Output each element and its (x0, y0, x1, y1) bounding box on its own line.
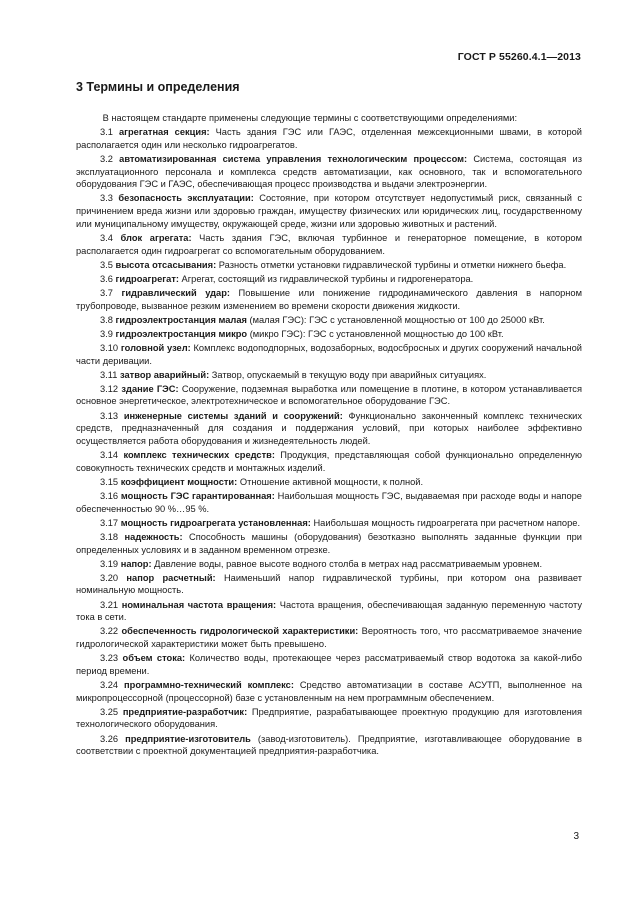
definition-item (76, 383, 582, 408)
definition-number: 3.21 (100, 599, 119, 610)
definition-term: надежность: (124, 531, 183, 542)
definition-text: Количество воды, протекающее через рассматриваемый створ водотока за какой-либо период времени. (76, 653, 582, 676)
definition-text: (микро ГЭС): ГЭС с установленной мощностью до 100 кВт. (247, 328, 504, 339)
definition-number: 3.7 (100, 287, 113, 298)
definition-text: Повышение или понижение гидродинамического давления в напорном трубопроводе, вызванное резким изменением во времени скорости движения жидкости. (76, 287, 582, 311)
definition-number: 3.19 (100, 558, 119, 569)
definition-text: (завод-изготовитель). Предприятие, изготавливающее оборудование в соответствии с проектной документацией предприятия-разработчика. (76, 733, 583, 757)
definition-text: Предприятие, разрабатывающее проектную продукцию для изготовления технологического оборудования. (76, 706, 582, 730)
definition-number: 3.8 (100, 314, 113, 325)
definition-text: Способность машины (оборудования) безотказно выполнять заданные функции при определенных условиях и в заданном временном отрезке. (76, 531, 582, 555)
definition-item (76, 369, 582, 382)
definition-term: объем стока: (122, 653, 186, 664)
definition-number: 3.16 (100, 490, 119, 501)
definition-text: Давление воды, равное высоте водного столба в метрах над рассматриваемым уровнем. (151, 558, 543, 569)
definition-item (76, 192, 582, 230)
definition-number: 3.17 (100, 517, 119, 528)
document-code: ГОСТ Р 55260.4.1—2013 (457, 51, 581, 63)
definition-item (76, 490, 582, 515)
definition-term: обеспеченность гидрологической характеристики: (121, 626, 359, 637)
definition-text: Частота вращения, обеспечивающая заданную переменную частоту тока в сети. (76, 599, 582, 623)
definition-item (76, 517, 582, 530)
definition-item (76, 625, 582, 650)
definition-item (76, 652, 582, 677)
definition-item (76, 328, 582, 341)
definition-number: 3.1 (100, 127, 113, 138)
definition-number: 3.4 (100, 232, 113, 243)
definition-item (76, 259, 582, 272)
definition-text: Часть здания ГЭС, включая турбинное и генераторное помещение, в котором располагается один гидроагрегат со вспомогательным оборудованием. (76, 232, 582, 256)
definition-number: 3.18 (100, 531, 119, 542)
definition-term: напор: (120, 558, 152, 569)
definition-text: Средство автоматизации в составе АСУТП, выполненное на микропроцессорной (процессорной) базе с установленным на нем программным обеспечением. (76, 679, 583, 703)
definition-item (76, 342, 582, 367)
definition-term: автоматизированная система управления технологическим процессом: (119, 153, 468, 164)
definition-item (76, 599, 582, 624)
definition-item (76, 287, 582, 312)
definition-item (76, 126, 582, 151)
definition-number: 3.23 (100, 653, 119, 664)
definition-item (76, 572, 582, 597)
definition-text: Агрегат, состоящий из гидравлической турбины и гидрогенератора. (178, 273, 474, 284)
definition-item (76, 531, 582, 556)
definition-text: Наименьший напор гидравлической турбины, при котором она развивает номинальную мощность. (76, 572, 582, 596)
definition-text: Сооружение, подземная выработка или помещение в плотине, в котором устанавливается основное энергетическое, электротехническое и вспомогательное оборудование ГЭС. (76, 383, 582, 407)
definition-item (76, 733, 582, 758)
definition-number: 3.22 (100, 626, 119, 637)
definition-number: 3.2 (100, 153, 113, 164)
intro-paragraph: В настоящем стандарте применены следующие термины с соответствующими определениями: (102, 113, 518, 123)
definition-term: предприятие-разработчик: (122, 706, 248, 717)
definition-term: гидроэлектростанция малая (115, 314, 247, 325)
definition-number: 3.25 (100, 706, 119, 717)
definition-item (76, 273, 582, 286)
definition-text: Функционально законченный комплекс технических средств, предназначенный для создания и поддержания условий, при которых наиболее эффективно осуществляется работа оборудования и жизнедеятельность людей. (76, 410, 582, 446)
definition-number: 3.24 (100, 679, 119, 690)
definition-term: затвор аварийный: (120, 369, 210, 380)
definition-item (76, 153, 582, 191)
definition-text: Наибольшая мощность гидроагрегата при расчетном напоре. (310, 517, 581, 528)
page-number: 3 (573, 831, 579, 842)
definition-number: 3.12 (100, 383, 119, 394)
definition-number: 3.13 (100, 410, 119, 421)
definition-item (76, 476, 582, 489)
definition-item (76, 449, 582, 474)
definition-number: 3.20 (100, 572, 119, 583)
definition-number: 3.9 (100, 328, 113, 339)
definition-item (76, 558, 582, 571)
definition-term: безопасность эксплуатации: (118, 193, 254, 204)
definition-term: здание ГЭС: (121, 383, 179, 394)
definition-term: мощность гидроагрегата установленная: (120, 517, 311, 528)
definition-term: гидравлический удар: (121, 287, 230, 298)
definition-term: предприятие-изготовитель (125, 733, 251, 744)
definition-term: номинальная частота вращения: (121, 599, 277, 610)
definition-term: гидроэлектростанция микро (115, 328, 248, 339)
definition-term: программно-технический комплекс: (124, 679, 294, 690)
definition-text: Вероятность того, что рассматриваемое значение гидрологической характеристики может быть превышено. (76, 626, 582, 650)
document-body (76, 112, 582, 759)
definition-item (76, 410, 582, 448)
definition-term: коэффициент мощности: (120, 476, 238, 487)
definition-term: головной узел: (120, 342, 191, 353)
definition-number: 3.10 (100, 342, 119, 353)
definition-number: 3.14 (100, 450, 119, 461)
definition-term: напор расчетный: (126, 572, 216, 583)
definition-item (76, 232, 582, 257)
definition-text: Комплекс водоподпорных, водозаборных, водосбросных и других сооружений начальной части деривации. (76, 342, 582, 366)
definition-term: комплекс технических средств: (123, 450, 275, 461)
definition-text: (малая ГЭС): ГЭС с установленной мощностью от 100 до 25000 кВт. (246, 314, 545, 325)
definition-number: 3.11 (100, 369, 118, 380)
definition-item (76, 679, 582, 704)
definition-text: Затвор, опускаемый в текущую воду при аварийных ситуациях. (209, 369, 487, 380)
definition-term: мощность ГЭС гарантированная: (120, 490, 275, 501)
definition-text: Отношение активной мощности, к полной. (237, 476, 424, 487)
definition-number: 3.6 (100, 273, 113, 284)
definition-text: Наибольшая мощность ГЭС, выдаваемая при расходе воды и напоре обеспеченностью 90 %…95 %. (76, 490, 582, 514)
definition-number: 3.26 (100, 733, 119, 744)
definition-number: 3.3 (100, 193, 113, 204)
definition-term: блок агрегата: (120, 232, 192, 243)
definition-text: Разность отметки установки гидравлической турбины и отметки нижнего бьефа. (216, 259, 567, 270)
definition-text: Состояние, при котором отсутствует недопустимый риск, связанный с причинением вреда жизни или здоровью граждан, имуществу физических или юридических лиц, государственному или муниципальному имуществу, окружающей среде, жизни или здоровью животных и растений. (76, 193, 582, 229)
definition-number: 3.15 (100, 476, 119, 487)
definition-term: гидроагрегат: (115, 273, 179, 284)
section-title: 3 Термины и определения (76, 80, 240, 94)
definition-number: 3.5 (100, 259, 113, 270)
definition-text: Система, состоящая из эксплуатационного персонала и комплекса средств автоматизации, как основного, так и вспомогательного оборудования ГЭС и ГАЭС, обеспечивающая процесс производства и выдачи электроэнергии. (76, 153, 583, 190)
definition-term: агрегатная секция: (118, 127, 210, 138)
definition-item (76, 314, 582, 327)
definition-text: Продукция, представляющая собой функционально определенную совокупность технических средств и монтажных изделий. (76, 450, 582, 473)
definition-term: инженерные системы зданий и сооружений: (123, 410, 343, 421)
definition-term: высота отсасывания: (115, 259, 217, 270)
definition-text: Часть здания ГЭС или ГАЭС, отделенная межсекционными швами, в которой располагается один или несколько гидроагрегатов. (76, 127, 583, 150)
definition-item (76, 706, 582, 731)
